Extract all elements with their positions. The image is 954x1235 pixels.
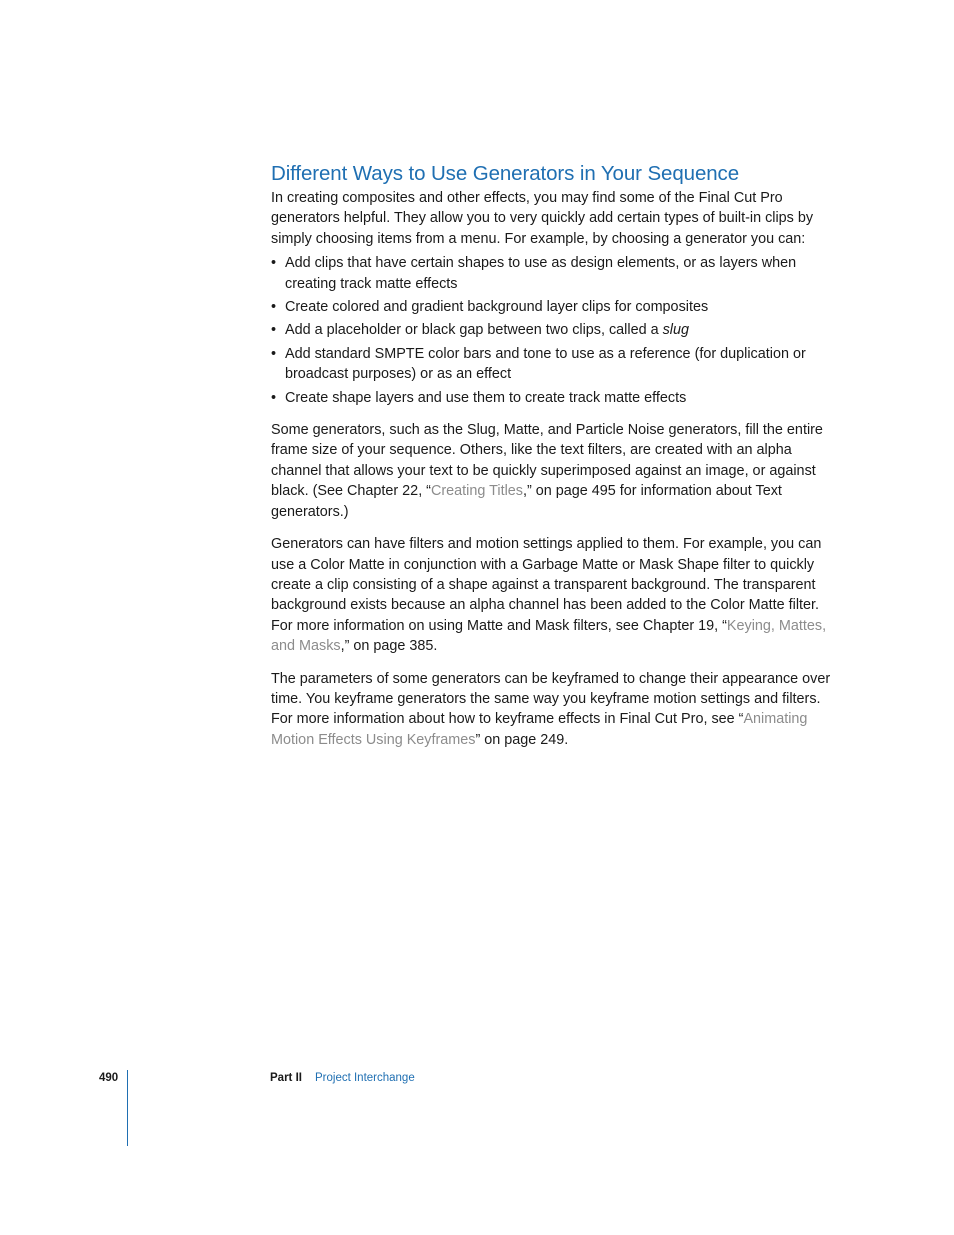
list-item: [271, 297, 831, 317]
bullet-icon: •: [271, 299, 277, 316]
bullet-icon: •: [271, 345, 277, 362]
body-paragraph-2: [271, 534, 831, 656]
list-item-text: Create shape layers and use them to create track matte effects: [285, 389, 687, 406]
list-item-text: Add standard SMPTE color bars and tone to use as a reference (for duplication or broadcast purposes) or as an effect: [285, 345, 806, 383]
list-item-text: Add a placeholder or black gap between two clips, called a: [285, 322, 663, 339]
list-item: [271, 320, 831, 340]
list-item-text: Create colored and gradient background layer clips for composites: [285, 299, 709, 316]
paragraph-text: Generators can have filters and motion settings applied to them. For example, you can use a Color Matte in conjunction with a Garbage Matte or Mask Shape filter to quickly create a clip consisting of a shape against a transparent background. The transparent background exists because an alpha channel has been added to the Color Matte filter. For more information on using Matte and Mask filters, see Chapter 19, “: [271, 536, 822, 634]
page-content: [271, 160, 831, 750]
animating-motion-effects-link[interactable]: Animating Motion Effects Using Keyframes: [271, 711, 808, 748]
paragraph-text: ,” on page 495 for information about Text generators.): [271, 483, 782, 520]
bullet-icon: •: [271, 322, 277, 339]
footer-divider: [127, 1070, 128, 1146]
creating-titles-link[interactable]: Creating Titles: [430, 483, 523, 500]
intro-paragraph: In creating composites and other effects, you may find some of the Final Cut Pro generators helpful. They allow you to very quickly add certain types of built-in clips by simply choosing items from a menu. For example, by choosing a generator you can:: [271, 190, 814, 247]
list-item-text: Add clips that have certain shapes to use as design elements, or as layers when creating track matte effects: [285, 255, 797, 292]
generator-uses-list: [271, 253, 831, 408]
keying-mattes-masks-link[interactable]: Keying, Mattes, and Masks: [271, 617, 827, 655]
paragraph-text: Some generators, such as the Slug, Matte, and Particle Noise generators, fill the entire frame size of your sequence. Others, like the text filters, are created with an alpha channel that allows your text to be quickly superimposed against an image, or against black. (See Chapter 22, “: [271, 422, 823, 500]
bullet-icon: •: [271, 389, 277, 406]
bullet-icon: •: [271, 255, 277, 272]
paragraph-text: The parameters of some generators can be keyframed to change their appearance over time. You keyframe generators the same way you keyframe motion settings and filters. For more information about how to keyframe effects in Final Cut Pro, see “: [271, 670, 831, 728]
body-paragraph-3: [271, 669, 831, 751]
slug-term: slug: [662, 322, 689, 339]
body-paragraph-1: [271, 420, 831, 522]
paragraph-text: ,” on page 385.: [340, 638, 438, 655]
paragraph-text: ” on page 249.: [475, 731, 569, 748]
list-item: [271, 388, 831, 408]
list-item: [271, 253, 831, 294]
footer-part-title: Project Interchange: [315, 1072, 415, 1084]
list-item: [271, 344, 831, 385]
section-heading: Different Ways to Use Generators in Your Sequence: [271, 162, 740, 185]
footer-part-label: Part II: [270, 1072, 302, 1084]
page-number: 490: [99, 1072, 119, 1084]
